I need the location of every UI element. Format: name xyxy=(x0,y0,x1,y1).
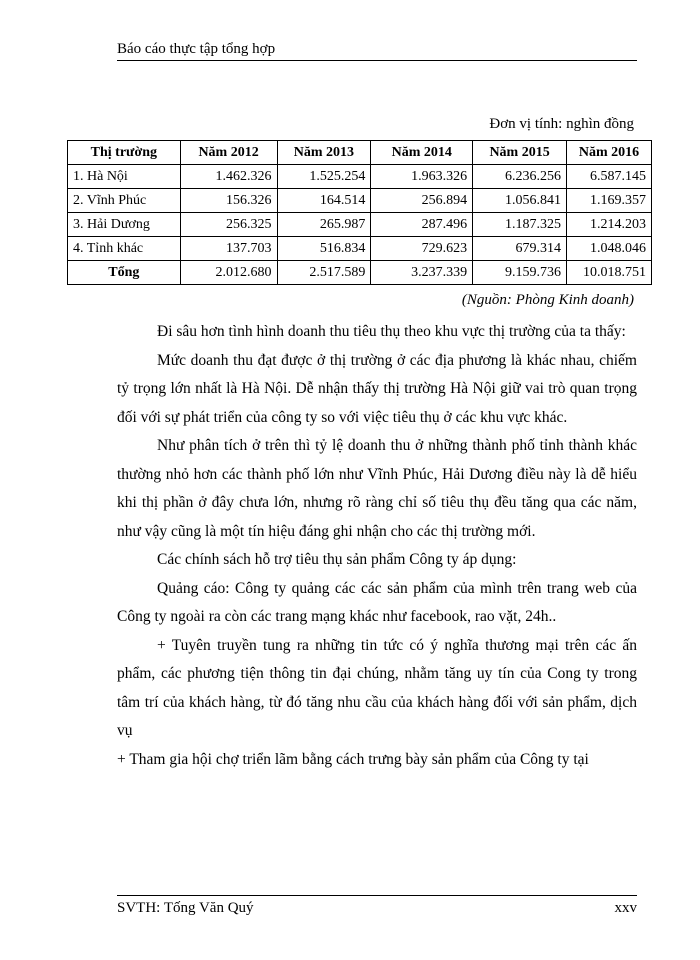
value-cell: 156.326 xyxy=(180,189,277,213)
value-cell: 265.987 xyxy=(277,213,371,237)
table-row xyxy=(68,213,652,237)
value-cell: 1.187.325 xyxy=(473,213,567,237)
column-header: Năm 2016 xyxy=(567,141,652,165)
table-total-row xyxy=(68,261,652,285)
market-cell: 1. Hà Nội xyxy=(68,165,181,189)
footer-author: SVTH: Tống Văn Quý xyxy=(117,900,254,916)
total-value-cell: 10.018.751 xyxy=(567,261,652,285)
table-row xyxy=(68,237,652,261)
value-cell: 1.048.046 xyxy=(567,237,652,261)
column-header: Năm 2012 xyxy=(180,141,277,165)
paragraph: Mức doanh thu đạt được ở thị trường ở các địa phương là khác nhau, chiếm tỷ trọng lớn nhất là Hà Nội. Dễ nhận thấy thị trường Hà Nội giữ vai trò quan trọng đối với sự phát triển của công ty so với việc tiêu thụ ở các khu vực khác. xyxy=(117,351,637,426)
paragraph: Các chính sách hỗ trợ tiêu thụ sản phẩm Công ty áp dụng: xyxy=(157,551,517,568)
total-value-cell: 3.237.339 xyxy=(371,261,473,285)
market-cell: 4. Tỉnh khác xyxy=(68,237,181,261)
value-cell: 1.056.841 xyxy=(473,189,567,213)
paragraph: Quảng cáo: Công ty quảng các các sản phẩm của mình trên trang web của Công ty ngoài ra còn các trang mạng khác như facebook, rao vặt, 24h.. xyxy=(117,579,637,625)
total-value-cell: 2.012.680 xyxy=(180,261,277,285)
table-header-row xyxy=(68,141,652,165)
page-header xyxy=(117,40,637,61)
table-row xyxy=(68,189,652,213)
value-cell: 516.834 xyxy=(277,237,371,261)
value-cell: 1.963.326 xyxy=(371,165,473,189)
paragraph: Đi sâu hơn tình hình doanh thu tiêu thụ theo khu vực thị trường của ta thấy: xyxy=(157,323,626,340)
table-row xyxy=(68,165,652,189)
value-cell: 256.894 xyxy=(371,189,473,213)
value-cell: 6.236.256 xyxy=(473,165,567,189)
market-cell: 2. Vĩnh Phúc xyxy=(68,189,181,213)
total-value-cell: 9.159.736 xyxy=(473,261,567,285)
body-text xyxy=(117,318,637,774)
paragraph: + Tuyên truyền tung ra những tin tức có ý nghĩa thương mại trên các ấn phẩm, các phương tiện thông tin đại chúng, nhằm tăng uy tín của Cong ty trong tâm trí của khách hàng, từ đó tăng nhu cầu của khách hàng đối với sản phẩm, dịch vụ xyxy=(117,636,637,739)
value-cell: 1.525.254 xyxy=(277,165,371,189)
market-cell: 3. Hải Dương xyxy=(68,213,181,237)
value-cell: 6.587.145 xyxy=(567,165,652,189)
column-header: Thị trường xyxy=(68,141,181,165)
unit-note: Đơn vị tính: nghìn đồng xyxy=(489,116,634,132)
column-header: Năm 2013 xyxy=(277,141,371,165)
value-cell: 287.496 xyxy=(371,213,473,237)
value-cell: 1.169.357 xyxy=(567,189,652,213)
value-cell: 256.325 xyxy=(180,213,277,237)
value-cell: 679.314 xyxy=(473,237,567,261)
total-label-cell: Tổng xyxy=(68,261,181,285)
source-note: (Nguồn: Phòng Kinh doanh) xyxy=(461,292,634,308)
total-value-cell: 2.517.589 xyxy=(277,261,371,285)
revenue-table xyxy=(67,140,652,285)
value-cell: 1.462.326 xyxy=(180,165,277,189)
page-number: xxv xyxy=(614,900,637,916)
value-cell: 1.214.203 xyxy=(567,213,652,237)
page-footer xyxy=(117,895,637,917)
value-cell: 729.623 xyxy=(371,237,473,261)
paragraph: Như phân tích ở trên thì tỷ lệ doanh thu ở những thành phố tỉnh thành khác thường nhỏ hơn các thành phố lớn như Vĩnh Phúc, Hải Dương điều này là dễ hiểu khi thị phần ở đây chưa lớn, nhưng rõ ràng chỉ số tiêu thụ đều tăng qua các năm, như vậy cũng là một tín hiệu đáng ghi nhận cho các thị trường mới. xyxy=(117,437,637,540)
value-cell: 164.514 xyxy=(277,189,371,213)
paragraph: + Tham gia hội chợ triển lãm bằng cách trưng bày sản phẩm của Công ty tại xyxy=(117,750,589,768)
value-cell: 137.703 xyxy=(180,237,277,261)
header-title: Báo cáo thực tập tổng hợp xyxy=(117,41,276,57)
column-header: Năm 2015 xyxy=(473,141,567,165)
column-header: Năm 2014 xyxy=(371,141,473,165)
